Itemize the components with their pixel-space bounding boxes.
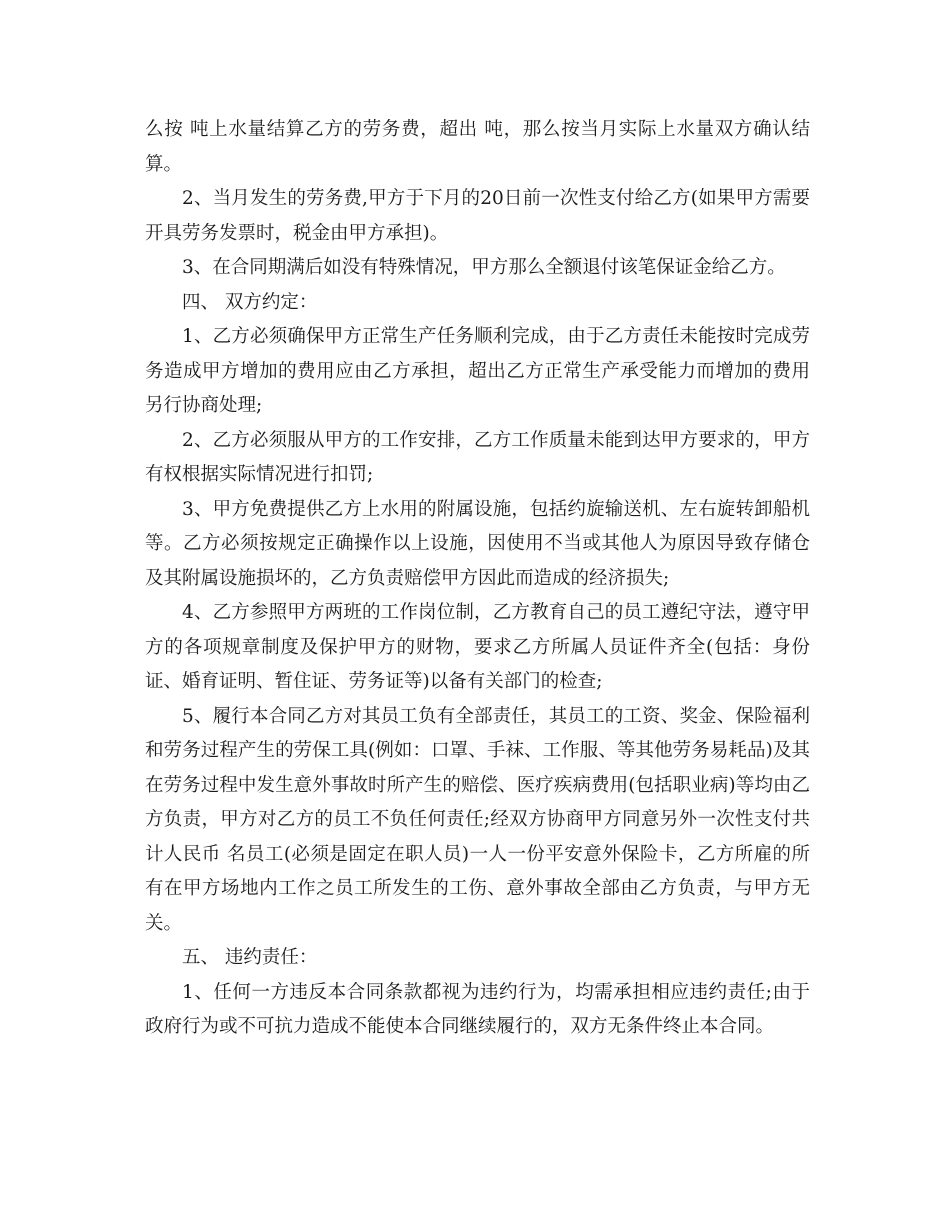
paragraph-agreement-1: 1、乙方必须确保甲方正常生产任务顺利完成，由于乙方责任未能按时完成劳务造成甲方增加的费用应由乙方承担，超出乙方正常生产承受能力而增加的费用另行协商处理;	[145, 326, 810, 416]
paragraph-agreement-4: 4、乙方参照甲方两班的工作岗位制，乙方教育自己的员工遵纪守法，遵守甲方的各项规章制度及保护甲方的财物，要求乙方所属人员证件齐全(包括：身份证、婚育证明、暂住证、劳务证等)以备有关部门的检查;	[145, 602, 810, 692]
paragraph-continuation: 么按 吨上水量结算乙方的劳务费，超出 吨，那么按当月实际上水量双方确认结算。	[145, 119, 810, 175]
paragraph-deposit-refund: 3、在合同期满后如没有特殊情况，甲方那么全额退付该笔保证金给乙方。	[182, 257, 786, 278]
document-body	[145, 113, 810, 1045]
paragraph-agreement-2: 2、乙方必须服从甲方的工作安排，乙方工作质量未能到达甲方要求的，甲方有权根据实际情况进行扣罚;	[145, 429, 810, 485]
section-heading-mutual-agreement: 四、 双方约定：	[182, 291, 318, 313]
paragraph-breach-1: 1、任何一方违反本合同条款都视为违约行为，均需承担相应违约责任;由于政府行为或不可抗力造成不能使本合同继续履行的，双方无条件终止本合同。	[145, 981, 810, 1037]
paragraph-payment-timing: 2、当月发生的劳务费,甲方于下月的20日前一次性支付给乙方(如果甲方需要开具劳务发票时，税金由甲方承担)。	[145, 188, 810, 244]
paragraph-agreement-3: 3、甲方免费提供乙方上水用的附属设施，包括约旋输送机、左右旋转卸船机等。乙方必须按规定正确操作以上设施，因使用不当或其他人为原因导致存储仓及其附属设施损坏的，乙方负责赔偿甲方因此而造成的经济损失;	[145, 498, 810, 589]
section-heading-breach-liability: 五、 违约责任：	[182, 947, 318, 968]
paragraph-agreement-5: 5、履行本合同乙方对其员工负有全部责任，其员工的工资、奖金、保险福利和劳务过程产生的劳保工具(例如：口罩、手袜、工作服、等其他劳务易耗品)及其在劳务过程中发生意外事故时所产生的赔偿、医疗疾病费用(包括职业病)等均由乙方负责，甲方对乙方的员工不负任何责任;经双方协商甲方同意另外一次性支付共计人民币 名员工(必须是固定在职人员)一人一份平安意外保险卡，乙方所雇的所有在甲方场地内工作之员工所发生的工伤、意外事故全部由乙方负责，与甲方无关。	[145, 705, 810, 934]
